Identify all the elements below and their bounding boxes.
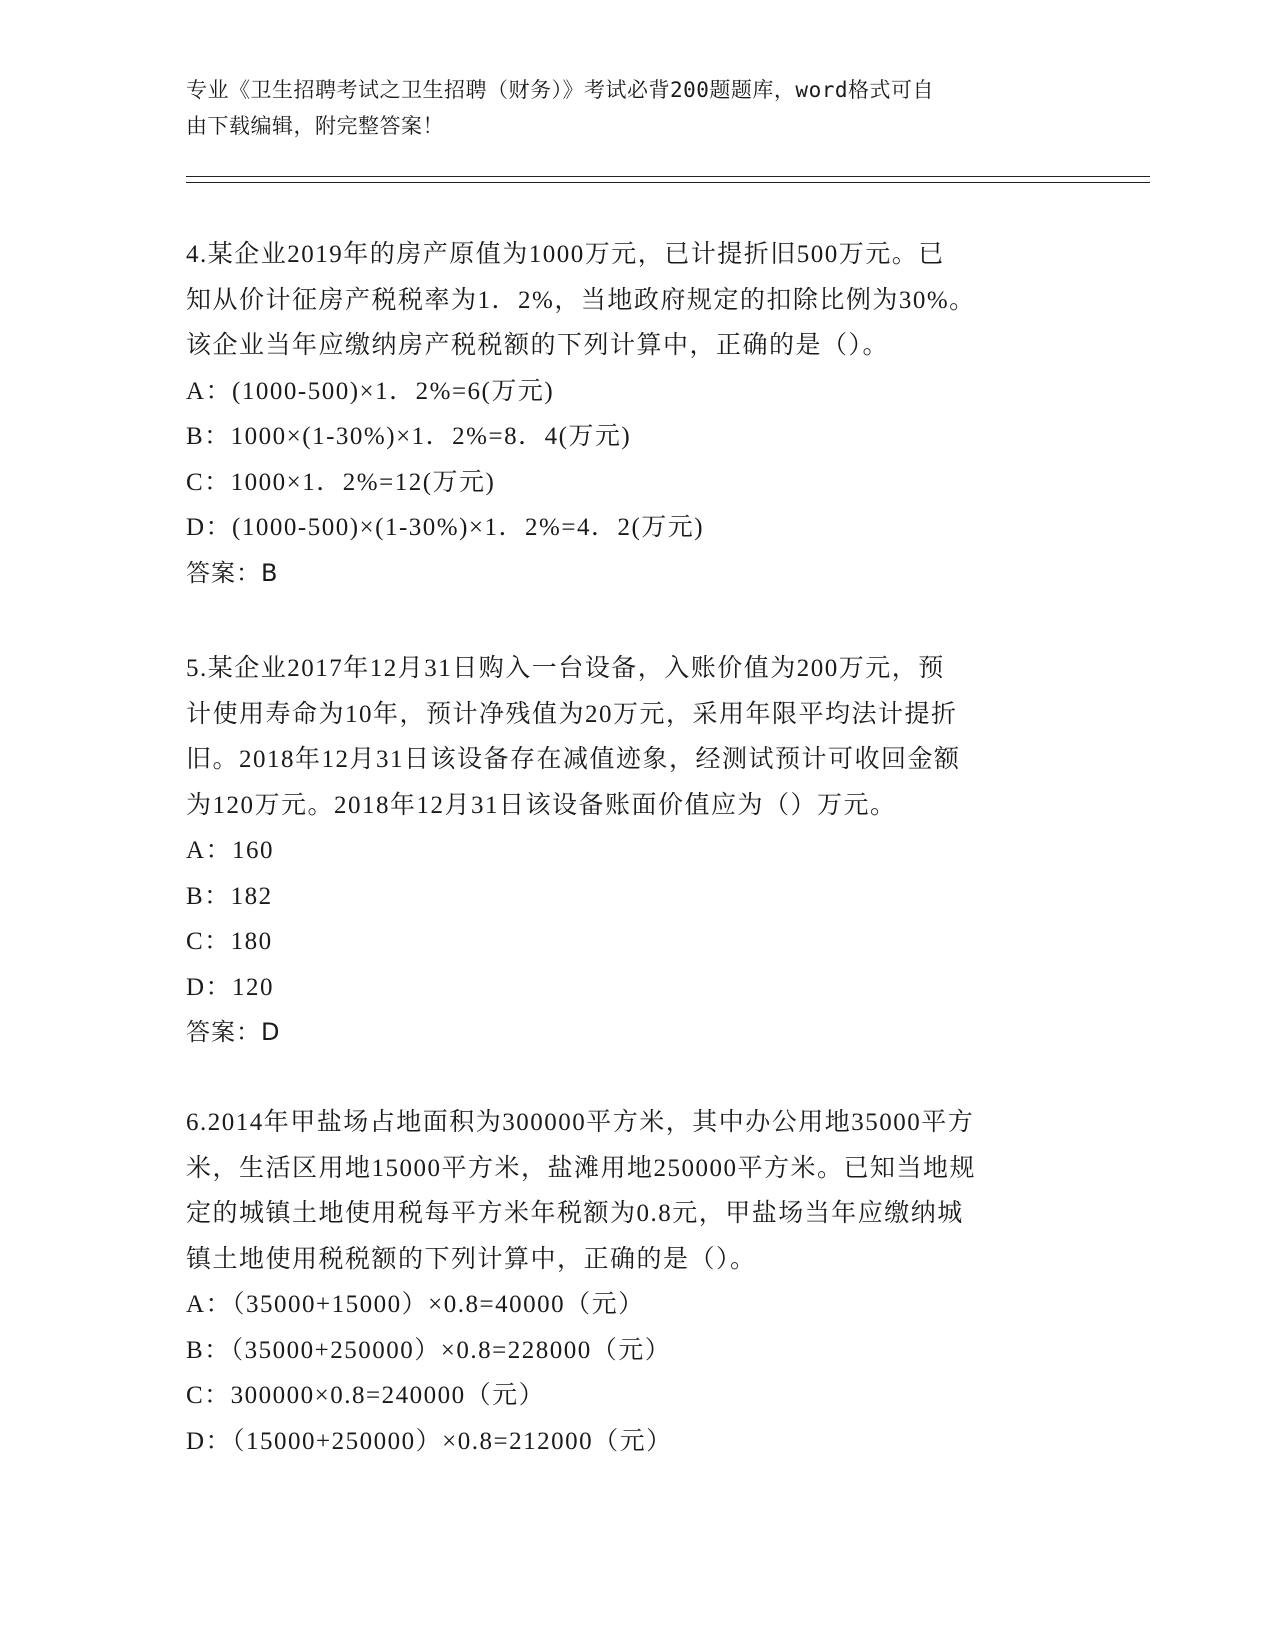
stem-line: 计使用寿命为10年，预计净残值为20万元，采用年限平均法计提折 bbox=[186, 700, 958, 728]
answer-line: 答案：D bbox=[186, 1018, 281, 1046]
header-intro-line-1: 专业《卫生招聘考试之卫生招聘（财务）》考试必背200题题库，word格式可自 bbox=[186, 78, 934, 102]
option-d: D：120 bbox=[186, 973, 275, 1001]
option-a: A：（35000+15000）×0.8=40000（元） bbox=[186, 1291, 645, 1318]
answer-line: 答案：B bbox=[186, 558, 279, 587]
question-stem bbox=[186, 646, 1066, 828]
option-c: C：180 bbox=[186, 928, 273, 955]
stem-line: 旧。2018年12月31日该设备存在减值迹象，经测试预计可收回金额 bbox=[186, 746, 961, 773]
option-d: D：(1000-500)×(1-30%)×1．2%=4．2(万元) bbox=[186, 514, 705, 541]
header-intro-line-2: 由下载编辑，附完整答案！ bbox=[186, 114, 444, 138]
option-d: D：（15000+250000）×0.8=212000（元） bbox=[186, 1427, 673, 1455]
stem-line: 4.某企业2019年的房产原值为1000万元，已计提折旧500万元。已 bbox=[186, 241, 945, 268]
document-header bbox=[186, 72, 1056, 144]
question-4 bbox=[186, 232, 1066, 596]
stem-line: 为120万元。2018年12月31日该设备账面价值应为（）万元。 bbox=[186, 791, 897, 819]
question-stem bbox=[186, 1100, 1066, 1282]
stem-line: 6.2014年甲盐场占地面积为300000平方米，其中办公用地35000平方 bbox=[186, 1109, 975, 1136]
question-5 bbox=[186, 646, 1066, 1056]
option-c: C：300000×0.8=240000（元） bbox=[186, 1382, 546, 1409]
header-divider-top bbox=[186, 176, 1150, 177]
option-c: C：1000×1．2%=12(万元) bbox=[186, 468, 496, 496]
option-a: A：160 bbox=[186, 837, 275, 864]
stem-line: 定的城镇土地使用税每平方米年税额为0.8元，甲盐场当年应缴纳城 bbox=[186, 1200, 964, 1227]
option-a: A：(1000-500)×1．2%=6(万元) bbox=[186, 377, 555, 405]
stem-line: 米，生活区用地15000平方米，盐滩用地250000平方米。已知当地规 bbox=[186, 1154, 977, 1182]
stem-line: 5.某企业2017年12月31日购入一台设备，入账价值为200万元，预 bbox=[186, 655, 945, 682]
stem-line: 镇土地使用税税额的下列计算中，正确的是（）。 bbox=[186, 1245, 757, 1273]
question-6 bbox=[186, 1100, 1066, 1464]
option-b: B：（35000+250000）×0.8=228000（元） bbox=[186, 1336, 672, 1364]
header-divider-bottom bbox=[186, 182, 1150, 183]
option-b: B：1000×(1-30%)×1．2%=8．4(万元) bbox=[186, 423, 632, 450]
question-stem bbox=[186, 232, 1066, 369]
option-b: B：182 bbox=[186, 882, 273, 910]
stem-line: 知从价计征房产税税率为1．2%，当地政府规定的扣除比例为30%。 bbox=[186, 286, 976, 314]
stem-line: 该企业当年应缴纳房产税税额的下列计算中，正确的是（）。 bbox=[186, 332, 890, 359]
